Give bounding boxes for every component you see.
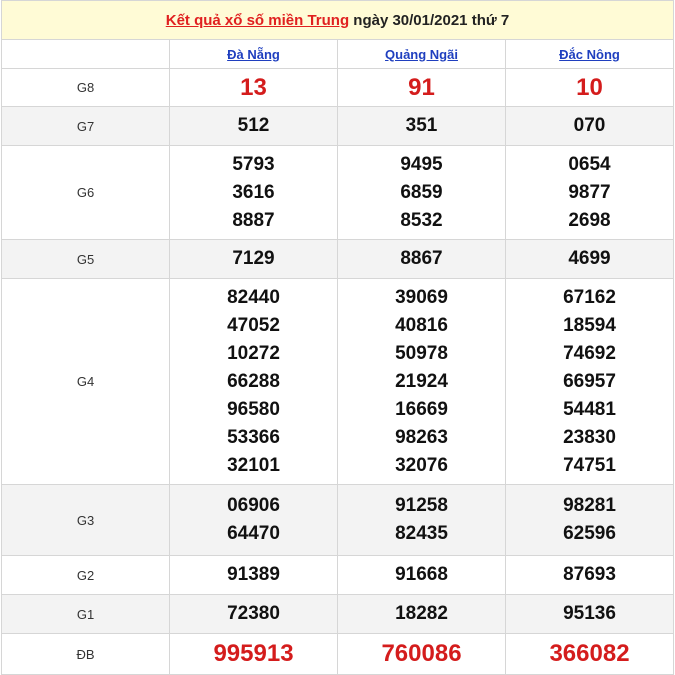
prize-number: 351 xyxy=(405,115,438,136)
prize-number: 06906 xyxy=(227,495,280,516)
prize-number: 72380 xyxy=(227,603,280,624)
prize-row xyxy=(2,279,674,485)
prize-number: 82435 xyxy=(395,523,448,544)
province-header xyxy=(506,40,674,69)
prize-row xyxy=(2,634,674,675)
prize-number: 74751 xyxy=(563,454,616,476)
prize-number: 66288 xyxy=(227,370,280,392)
prize-number: 91668 xyxy=(395,564,448,585)
prize-number: 87693 xyxy=(563,564,616,585)
prize-number: 39069 xyxy=(395,286,448,308)
prize-cell xyxy=(506,634,674,675)
prize-number: 0654 xyxy=(568,153,611,175)
prize-cell xyxy=(338,634,506,675)
prize-cell xyxy=(170,485,338,556)
results-table xyxy=(1,0,674,675)
prize-number: 53366 xyxy=(227,426,280,448)
prize-number: 995913 xyxy=(213,640,294,667)
prize-number: 82440 xyxy=(227,286,280,308)
prize-row xyxy=(2,240,674,279)
prize-number: 50978 xyxy=(395,342,448,364)
prize-number: 9495 xyxy=(400,153,443,175)
prize-number: 10 xyxy=(576,73,603,101)
page-title xyxy=(2,1,674,40)
prize-cell xyxy=(338,556,506,595)
prize-number: 74692 xyxy=(563,342,616,364)
prize-number: 760086 xyxy=(381,640,462,667)
prize-number: 8532 xyxy=(400,209,443,231)
prize-cell xyxy=(338,69,506,107)
prize-cell xyxy=(338,595,506,634)
province-link-quang-ngai[interactable]: Quảng Ngãi xyxy=(385,46,458,62)
title-date: ngày 30/01/2021 thứ 7 xyxy=(349,11,510,29)
prize-label: G4 xyxy=(2,279,170,485)
prize-cell xyxy=(170,279,338,485)
prize-label: G6 xyxy=(2,146,170,240)
prize-number: 32101 xyxy=(227,454,280,476)
prize-cell xyxy=(338,146,506,240)
prize-row xyxy=(2,146,674,240)
prize-rows xyxy=(2,69,674,675)
province-link-da-nang[interactable]: Đà Nẵng xyxy=(227,46,280,62)
prize-col-header xyxy=(2,40,170,69)
prize-cell xyxy=(170,634,338,675)
prize-row xyxy=(2,595,674,634)
prize-cell xyxy=(170,107,338,146)
prize-number: 366082 xyxy=(549,640,630,667)
prize-cell xyxy=(506,146,674,240)
prize-number: 3616 xyxy=(232,181,275,203)
prize-cell xyxy=(170,69,338,107)
prize-number: 4699 xyxy=(568,248,611,269)
title-link[interactable]: Kết quả xổ số miền Trung xyxy=(165,11,350,29)
prize-label: G1 xyxy=(2,595,170,634)
prize-number: 32076 xyxy=(395,454,448,476)
province-header xyxy=(338,40,506,69)
prize-number: 67162 xyxy=(563,286,616,308)
prize-number: 5793 xyxy=(232,153,275,175)
prize-cell xyxy=(506,485,674,556)
prize-cell xyxy=(506,556,674,595)
prize-label: G7 xyxy=(2,107,170,146)
prize-cell xyxy=(506,69,674,107)
prize-number: 96580 xyxy=(227,398,280,420)
prize-cell xyxy=(170,146,338,240)
prize-number: 070 xyxy=(573,115,606,136)
prize-row xyxy=(2,556,674,595)
prize-number: 8887 xyxy=(232,209,275,231)
prize-cell xyxy=(170,240,338,279)
prize-number: 9877 xyxy=(568,181,611,203)
prize-cell xyxy=(506,240,674,279)
prize-row xyxy=(2,107,674,146)
prize-number: 13 xyxy=(240,73,267,101)
prize-label: G2 xyxy=(2,556,170,595)
lottery-results xyxy=(1,0,674,675)
prize-number: 7129 xyxy=(232,248,275,269)
prize-number: 64470 xyxy=(227,523,280,544)
prize-number: 21924 xyxy=(395,370,448,392)
prize-label: G8 xyxy=(2,69,170,107)
prize-row xyxy=(2,69,674,107)
prize-label: G5 xyxy=(2,240,170,279)
prize-number: 91258 xyxy=(395,495,448,516)
prize-number: 2698 xyxy=(568,209,611,231)
prize-cell xyxy=(170,595,338,634)
province-link-dac-nong[interactable]: Đắc Nông xyxy=(559,46,620,62)
prize-number: 18282 xyxy=(395,603,448,624)
prize-number: 23830 xyxy=(563,426,616,448)
prize-cell xyxy=(506,595,674,634)
prize-number: 18594 xyxy=(563,314,616,336)
prize-label: G3 xyxy=(2,485,170,556)
prize-number: 512 xyxy=(237,115,270,136)
prize-number: 10272 xyxy=(227,342,280,364)
prize-cell xyxy=(506,107,674,146)
prize-number: 47052 xyxy=(227,314,280,336)
province-header xyxy=(170,40,338,69)
prize-cell xyxy=(170,556,338,595)
prize-number: 98281 xyxy=(563,495,616,516)
prize-label: ĐB xyxy=(2,634,170,675)
prize-cell xyxy=(338,240,506,279)
prize-number: 16669 xyxy=(395,398,448,420)
prize-number: 54481 xyxy=(563,398,616,420)
prize-number: 98263 xyxy=(395,426,448,448)
prize-number: 40816 xyxy=(395,314,448,336)
prize-number: 91 xyxy=(408,73,435,101)
prize-number: 62596 xyxy=(563,523,616,544)
prize-cell xyxy=(506,279,674,485)
prize-cell xyxy=(338,279,506,485)
prize-number: 95136 xyxy=(563,603,616,624)
prize-cell xyxy=(338,107,506,146)
prize-row xyxy=(2,485,674,556)
prize-number: 91389 xyxy=(227,564,280,585)
prize-number: 6859 xyxy=(400,181,443,203)
province-header-row xyxy=(2,40,674,69)
prize-number: 8867 xyxy=(400,248,443,269)
prize-number: 66957 xyxy=(563,370,616,392)
prize-cell xyxy=(338,485,506,556)
title-row xyxy=(2,1,674,40)
